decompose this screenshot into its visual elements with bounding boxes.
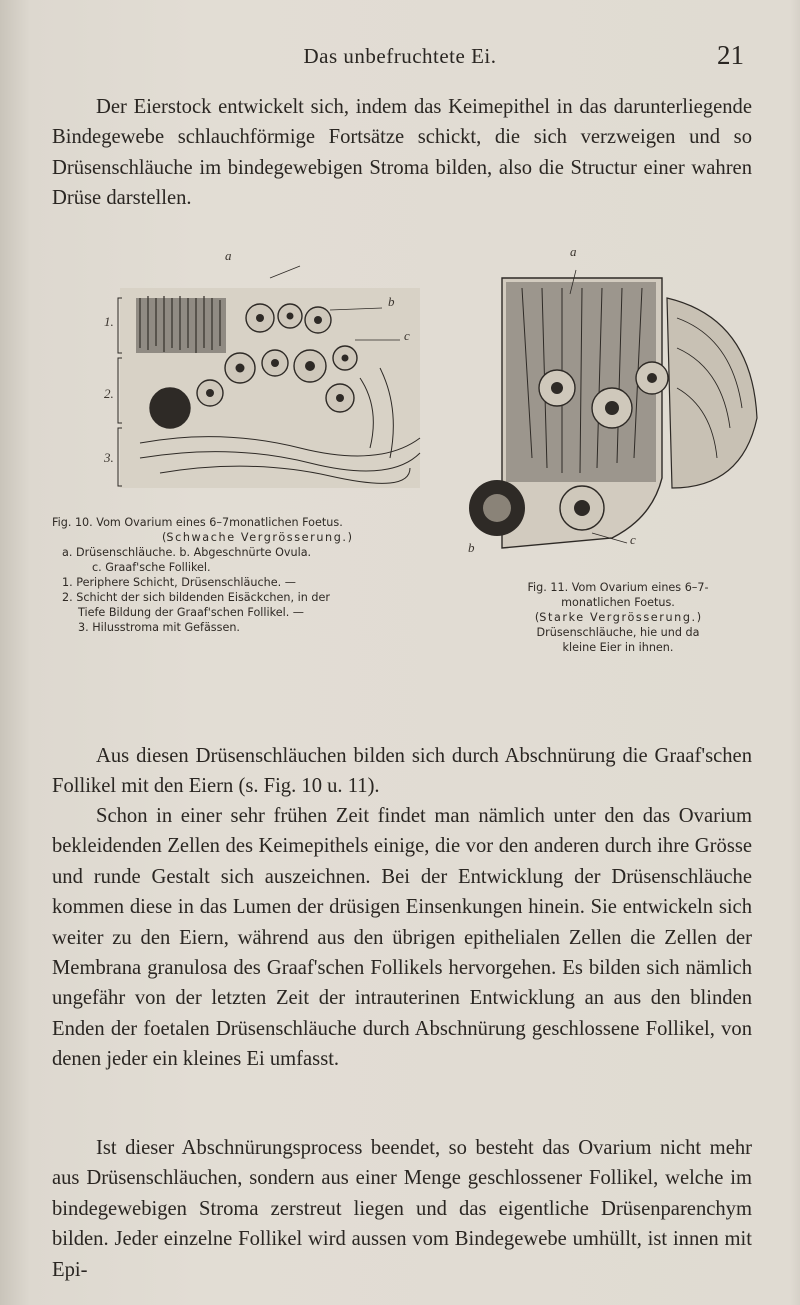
fig10-label-layer2: 2. [104, 386, 114, 401]
paragraph-keimepithel: Schon in einer sehr frühen Zeit findet man nämlich unter den das Ovarium bekleidenden Zellen des Keimepithels einige, die vor den anderen durch ihre Grösse und runde Gestalt sich auszeichnen. Bei der Entwicklung der Drüsenschläuche kommen diese in das Lumen der drüsigen Einsenkungen hinein. Sie entwickeln sich weiter zu den Eiern, während aus den übrigen epithelialen Zellen die Zellen der Membrana granulosa des Graaf'schen Follikels hervorgehen. Es bilden sich nämlich ungefähr von der letzten Zeit der intrauterinen Entwicklung an aus den blinden Enden der foetalen Drüsenschläuche durch Abschnürung geschlossene Follikel, von denen jeder ein kleines Ei umfasst. [52, 805, 752, 1071]
paragraph-graaf-follikel: Aus diesen Drüsenschläuchen bilden sich durch Abschnürung die Graaf'schen Follikel mit den Eiern (s. Fig. 10 u. 11). [52, 745, 752, 798]
paragraph-abschnuerung: Ist dieser Abschnürungsprocess beendet, so besteht das Ovarium nicht mehr aus Drüsenschläuchen, sondern aus einer Menge geschlossener Follikel, welche im bindegewebigen Stroma zerstreut liegen und das eigentliche Drüsenparenchym bilden. Jeder einzelne Follikel wird aussen vom Bindegewebe umhüllt, ist innen mit Epi- [52, 1137, 752, 1281]
fig10-label-layer1: 1. [104, 314, 114, 329]
figure-10-illustration [100, 248, 460, 508]
fig10-label-c: c [404, 328, 410, 343]
fig11-label-c: c [630, 532, 636, 547]
fig11-label-a: a [570, 244, 577, 259]
figure-11-illustration [462, 244, 767, 588]
fig11-label-b: b [468, 540, 475, 555]
fig10-caption-line: 2. Schicht der sich bildenden Eisäckchen, in der [62, 591, 330, 604]
fig10-caption-line: c. Graaf'sche Follikel. [92, 561, 211, 574]
fig10-label-a: a [225, 248, 232, 263]
fig10-caption-line: 1. Periphere Schicht, Drüsenschläuche. — [62, 576, 296, 589]
figure-10-caption [52, 515, 462, 635]
page-header [0, 40, 800, 74]
fig11-caption-magnification: (Starke Vergrösserung.) [534, 611, 702, 624]
figure-11-caption [468, 580, 768, 655]
fig10-caption-line: 3. Hilusstroma mit Gefässen. [78, 621, 240, 634]
fig10-caption-line: Fig. 10. Vom Ovarium eines 6–7monatlichen Foetus. [52, 516, 343, 529]
fig10-caption-magnification: (Schwache Vergrösserung.) [162, 531, 352, 544]
fig10-label-b: b [388, 294, 395, 309]
fig11-caption-line: Drüsenschläuche, hie und da [536, 626, 700, 639]
page-number: 21 [717, 40, 744, 70]
fig11-caption-line: Fig. 11. Vom Ovarium eines 6–7- [527, 581, 709, 594]
paragraph-eierstock: Der Eierstock entwickelt sich, indem das Keimepithel in das darunterliegende Bindegewebe schlauchförmige Fortsätze schickt, die sich verzweigen und so Drüsenschläuche im bindegewebigen Stroma bilden, also die Structur einer wahren Drüse darstellen. [52, 96, 752, 210]
fig11-caption-line: kleine Eier in ihnen. [562, 641, 674, 654]
figure-10-drawing [100, 258, 460, 508]
running-title: Das unbefruchtete Ei. [303, 44, 497, 68]
figure-11-drawing [462, 258, 767, 588]
fig10-caption-line: Tiefe Bildung der Graaf'schen Follikel. — [78, 606, 304, 619]
fig11-caption-line: monatlichen Foetus. [561, 596, 675, 609]
fig10-caption-line: a. Drüsenschläuche. b. Abgeschnürte Ovula. [62, 546, 312, 559]
fig10-label-layer3: 3. [104, 450, 114, 465]
